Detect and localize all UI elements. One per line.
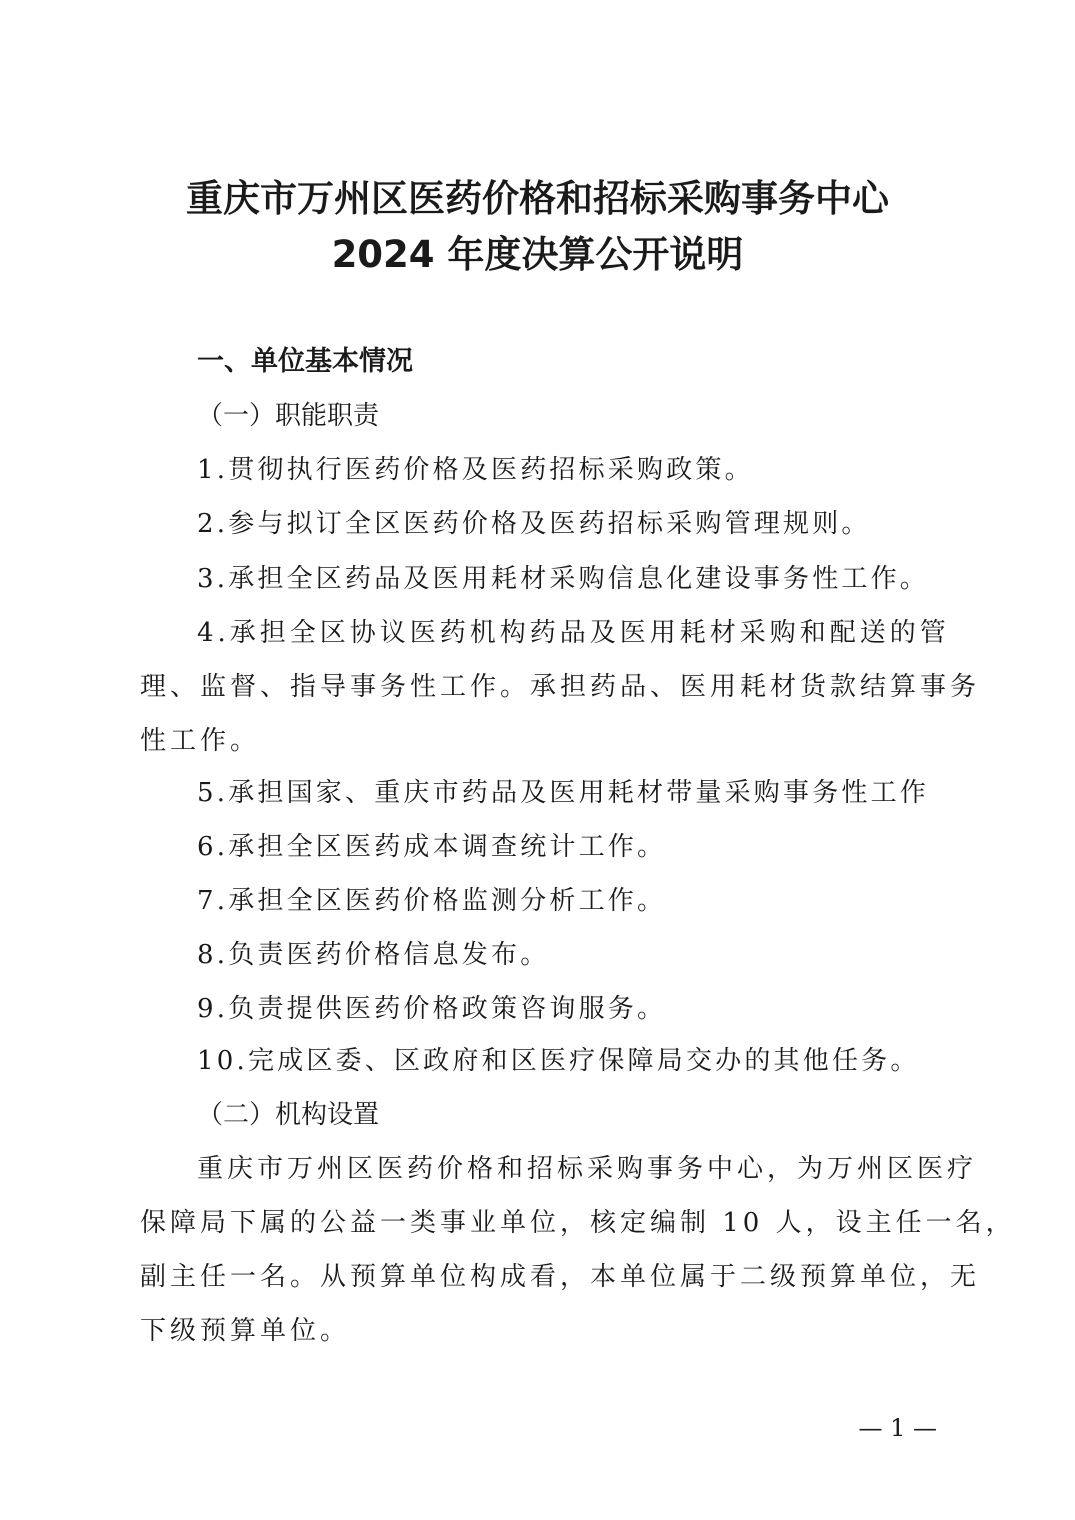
duty-item-3: 3.承担全区药品及医用耗材采购信息化建设事务性工作。 xyxy=(197,564,930,594)
page-number: — 1 — xyxy=(858,1414,937,1442)
duty-item-4-end: 性工作。 xyxy=(140,726,261,756)
section-heading: 一、单位基本情况 xyxy=(197,346,413,377)
document-title-line1: 重庆市万州区医药价格和招标采购事务中心 xyxy=(186,177,889,220)
duty-item-7: 7.承担全区医药价格监测分析工作。 xyxy=(197,886,667,916)
duty-item-1: 1.贯彻执行医药价格及医药招标采购政策。 xyxy=(197,455,754,485)
duty-item-9: 9.负责提供医药价格政策咨询服务。 xyxy=(197,994,667,1024)
duty-item-8: 8.负责医药价格信息发布。 xyxy=(197,940,550,970)
structure-paragraph-line4: 下级预算单位。 xyxy=(140,1316,351,1346)
structure-paragraph-line1: 重庆市万州区医药价格和招标采购事务中心，为万州区医疗 xyxy=(197,1154,978,1184)
duty-item-4: 4.承担全区协议医药机构药品及医用耗材采购和配送的管 xyxy=(197,618,950,648)
structure-paragraph-line2: 保障局下属的公益一类事业单位，核定编制 10 人，设主任一名， xyxy=(140,1208,1016,1238)
structure-paragraph-line3: 副主任一名。从预算单位构成看，本单位属于二级预算单位，无 xyxy=(140,1262,981,1292)
subsection-heading-structure: （二）机构设置 xyxy=(197,1100,380,1130)
duty-item-10: 10.完成区委、区政府和区医疗保障局交办的其他任务。 xyxy=(197,1046,920,1076)
duty-item-6: 6.承担全区医药成本调查统计工作。 xyxy=(197,832,667,862)
duty-item-5: 5.承担国家、重庆市药品及医用耗材带量采购事务性工作 xyxy=(197,778,930,808)
subsection-heading-duties: （一）职能职责 xyxy=(197,401,380,431)
duty-item-4-continued: 理、监督、指导事务性工作。承担药品、医用耗材货款结算事务 xyxy=(140,672,981,702)
document-title-line2: 2024 年度决算公开说明 xyxy=(331,233,744,276)
duty-item-2: 2.参与拟订全区医药价格及医药招标采购管理规则。 xyxy=(197,509,871,539)
